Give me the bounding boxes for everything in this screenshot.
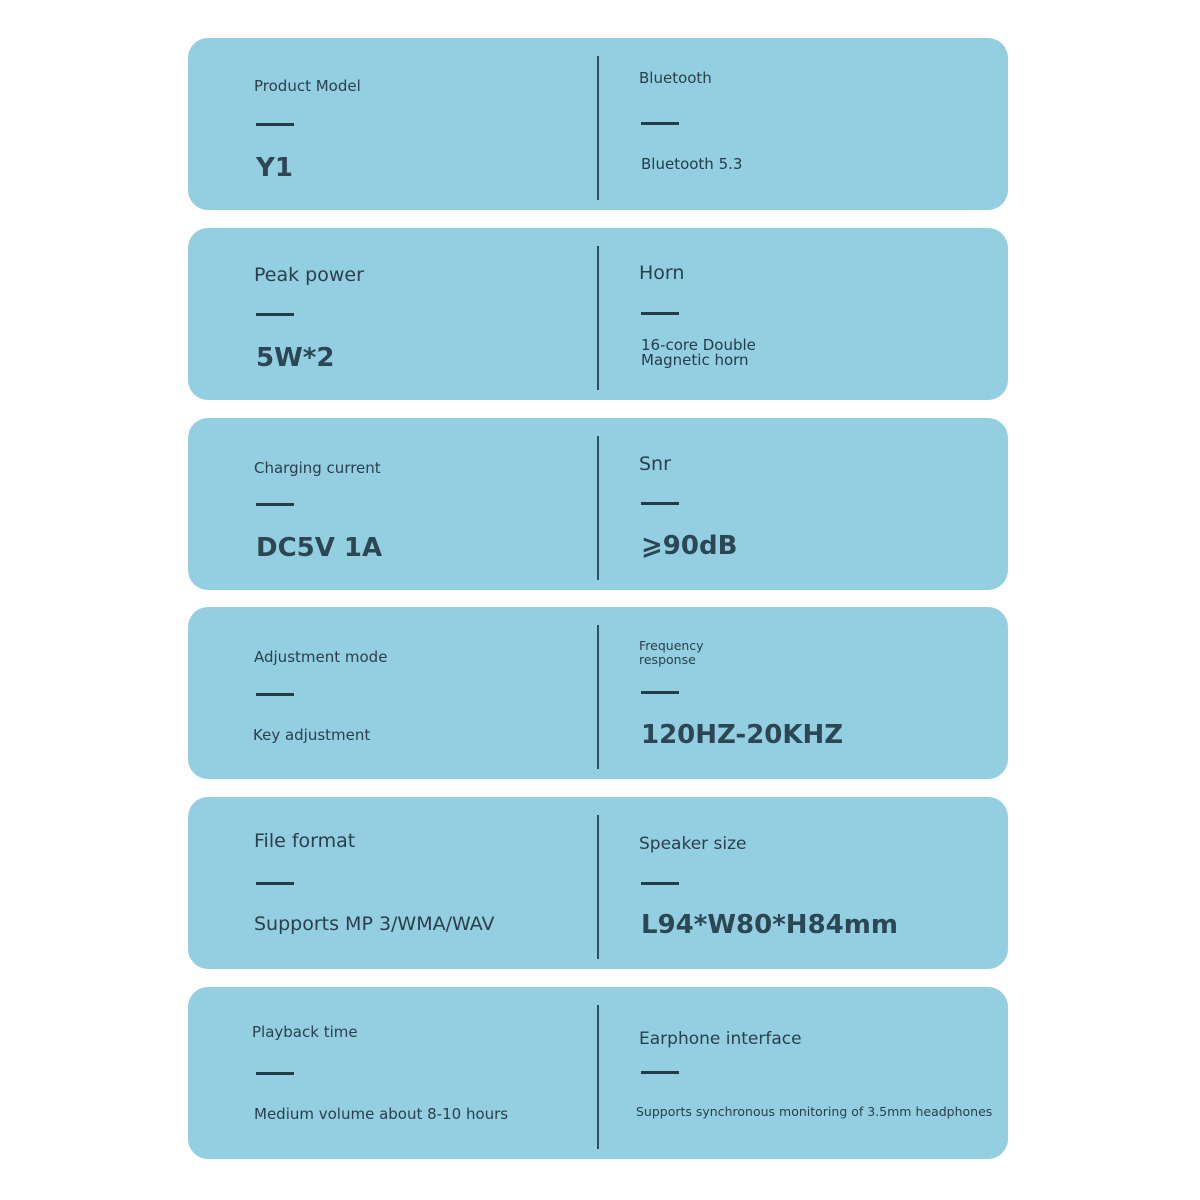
spec-label: Snr: [639, 453, 671, 475]
spec-value-line-2: Magnetic horn: [641, 351, 749, 369]
spec-cell-speaker-size: [639, 797, 999, 969]
card-divider: [597, 625, 599, 769]
spec-cell-charging-current: [254, 418, 584, 590]
spec-label: Product Model: [254, 77, 361, 95]
spec-value: L94*W80*H84mm: [641, 910, 898, 940]
spec-cell-file-format: [254, 797, 584, 969]
spec-label: Bluetooth: [639, 69, 712, 87]
spec-dash: [641, 122, 679, 125]
card-divider: [597, 1005, 599, 1149]
spec-dash: [641, 882, 679, 885]
spec-dash: [256, 123, 294, 126]
spec-dash: [256, 882, 294, 885]
spec-cell-playback-time: [254, 987, 584, 1159]
spec-label: Speaker size: [639, 834, 747, 854]
spec-value: DC5V 1A: [256, 533, 383, 563]
spec-cell-adjustment-mode: [254, 607, 584, 779]
spec-dash: [641, 1071, 679, 1074]
spec-dash: [256, 503, 294, 506]
card-divider: [597, 56, 599, 200]
spec-value: Supports synchronous monitoring of 3.5mm headphones: [636, 1104, 993, 1119]
spec-dash: [256, 1072, 294, 1075]
spec-card-adjustment-frequency: [188, 607, 1008, 779]
spec-label: Horn: [639, 262, 685, 284]
spec-dash: [641, 312, 679, 315]
spec-value: Medium volume about 8-10 hours: [254, 1105, 509, 1123]
spec-label: Charging current: [254, 459, 381, 477]
spec-dash: [256, 313, 294, 316]
card-divider: [597, 436, 599, 580]
spec-label: File format: [254, 830, 356, 852]
spec-cell-peak-power: [254, 228, 584, 400]
spec-cell-snr: [639, 418, 999, 590]
spec-label: Earphone interface: [639, 1029, 802, 1049]
spec-value: Y1: [256, 153, 293, 183]
spec-cell-bluetooth: [639, 38, 999, 210]
spec-card-charging-snr: [188, 418, 1008, 590]
spec-label: Playback time: [252, 1023, 358, 1041]
spec-card-format-size: [188, 797, 1008, 969]
spec-card-playback-earphone: [188, 987, 1008, 1159]
spec-cell-earphone-interface: [636, 987, 999, 1159]
spec-cell-product-model: [254, 38, 584, 210]
spec-card-model-bluetooth: [188, 38, 1008, 210]
spec-card-power-horn: [188, 228, 1008, 400]
spec-cell-frequency-response: [639, 607, 999, 779]
spec-value: 120HZ-20KHZ: [641, 720, 844, 750]
spec-cell-horn: [639, 228, 999, 400]
spec-value: ⩾90dB: [641, 531, 738, 561]
spec-value: Key adjustment: [253, 726, 371, 744]
spec-value: Supports MP 3/WMA/WAV: [254, 913, 495, 935]
spec-dash: [256, 693, 294, 696]
spec-value: 5W*2: [256, 343, 335, 373]
spec-dash: [641, 691, 679, 694]
spec-dash: [641, 502, 679, 505]
spec-label-line-1: Frequency: [639, 638, 704, 653]
card-divider: [597, 815, 599, 959]
spec-value: Bluetooth 5.3: [641, 155, 743, 173]
spec-label: Adjustment mode: [254, 648, 388, 666]
spec-value-line-1: 16-core Double: [641, 336, 756, 354]
card-divider: [597, 246, 599, 390]
spec-label-line-2: response: [639, 652, 696, 667]
spec-label: Peak power: [254, 264, 364, 286]
